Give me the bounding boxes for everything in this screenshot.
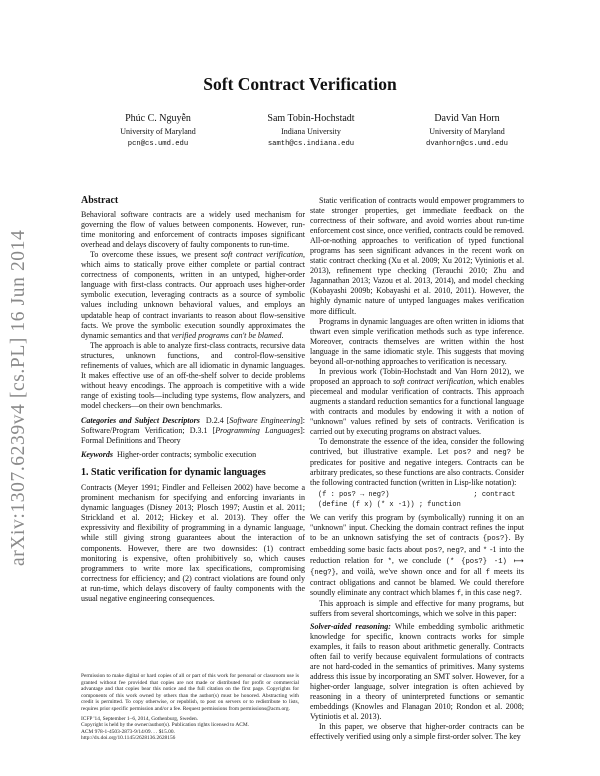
left-column bbox=[81, 196, 305, 604]
author-name: Sam Tobin-Hochstadt bbox=[267, 113, 355, 124]
section-paragraph: Contracts (Meyer 1991; Findler and Felleisen 2002) have become a prominent mechanism for specifying and enforcing invariants in dynamic languages (Disney 2013; Plosch 1997; Austin et al. 2011; Strickland et al. 2012; Hickey et al. 2013). They offer the expressivity and flexibility of programming in a dynamic language, while still giving strong guarantees about the interaction of components. However, there are two downsides: (1) contract monitoring is expensive, often prohibitively so, which causes programmers to write more lax specifications, compromising correctness for efficiency; and (2) contract violations are found only at run-time, which delays discovery of faulty components with the usual negative engineering consequences. bbox=[81, 483, 305, 603]
arxiv-identifier: arXiv:1307.6239v4 [cs.PL] 16 Jun 2014 bbox=[8, 229, 29, 566]
code-line: (f : pos? → neg?) ; contract bbox=[318, 491, 516, 500]
body-paragraph: We can verify this program by (symbolically) running it on an "unknown" input. Checking the domain contract refines the input to be an unknown satisfying the set of contracts {pos?}. By embedding some basic facts about pos?, neg?, and * -1 into the reduction relation for *, we conclude (* {pos?} -1) ⟼ {neg?}, and voilà, we've shown once and for all f meets its contract obligations and cannot be blamed. We could therefore soundly eliminate any contract which blames f, in this case neg?. bbox=[310, 513, 525, 598]
keywords: Keywords Higher-order contracts; symbolic execution bbox=[81, 450, 257, 460]
permission-notice: Permission to make digital or hard copies of all or part of this work for personal or classroom use is granted without fee provided that copies are not made or distributed for profit or commercial advantage and that copies bear this notice and the full citation on the first page. Copyrights for components of this work owned by others than the author(s) must be honored. Abstracting with credit is permitted. To copy otherwise, or republish, to post on servers or to redistribute to lists, requires prior specific permission and/or a fee. Request permissions from permissions@acm.org. bbox=[81, 673, 299, 712]
author-affiliation: Indiana University bbox=[281, 126, 341, 136]
body-paragraph: To demonstrate the essence of the idea, consider the following contrived, but illustrative example. Let pos? and neg? be predicates for positive and negative integers. Contracts can be arbitrary predicates, so these functions are also contracts. Consider the following contracted function (written in Lisp-like notation): bbox=[310, 437, 524, 488]
body-paragraph: Solver-aided reasoning: While embedding symbolic arithmetic knowledge for specific, known contracts works for simple examples, it fails to reason about arithmetic generally. Contracts often fail to verify because equivalent formulations of contracts are not hard-coded in the semantics of primitives. Many systems address this issue by incorporating an SMT solver. However, for a higher-order language, solver integration is often achieved by reasoning in a theory of uninterpreted functions or semantic embeddings (Knowles and Flanagan 2010; Rondon et al. 2008; Vytiniotis et al. 2013). bbox=[310, 621, 524, 722]
abstract-paragraph: To overcome these issues, we present soft contract verification, which aims to statically prove either complete or partial contract correctness of components, written in an untyped, higher-order language with first-class contracts. Our approach uses higher-order symbolic execution, leveraging contracts as a source of symbolic values including unknown behavioral values, and employs an updatable heap of contract invariants to reason about flow-sensitive facts. We prove the symbolic execution soundly approximates the dynamic semantics and that verified programs can't be blamed. bbox=[81, 250, 305, 340]
author-2 bbox=[221, 113, 401, 151]
body-paragraph: This approach is simple and effective for many programs, but suffers from several shortcomings, which we solve in this paper: bbox=[310, 598, 524, 618]
author-email: pcn@cs.umd.edu bbox=[127, 140, 189, 148]
abstract-paragraph: Behavioral software contracts are a widely used mechanism for governing the flow of values between components. However, run-time monitoring and enforcement of contracts imposes significant overhead and delays discovery of faulty components to run-time. bbox=[81, 210, 305, 250]
body-paragraph: Programs in dynamic languages are often written in idioms that thwart even simple verification methods such as type inference. Moreover, contracts themselves are written within the host language in the same idiomatic style. This suggests that moving beyond all-or-nothing approaches to verification is necessary. bbox=[310, 316, 524, 366]
doi-line: http://dx.doi.org/10.1145/2628136.2628156 bbox=[81, 735, 176, 742]
copyright-footnote bbox=[81, 673, 299, 742]
copyright-line: Copyright is held by the owner/author(s). Publication rights licensed to ACM. bbox=[81, 722, 249, 729]
author-name: Phúc C. Nguyễn bbox=[125, 113, 191, 124]
abstract-paragraph: The approach is able to analyze first-class contracts, recursive data structures, unknown functions, and control-flow-sensitive refinements of values, which are all idiomatic in dynamic languages. It makes effective use of an off-the-shelf solver to decide problems without heavy encodings. The approach is competitive with a wide range of existing tools—including type systems, flow analyzers, and model checkers—on their own benchmarks. bbox=[81, 340, 305, 410]
author-3 bbox=[377, 113, 557, 151]
paper-title: Soft Contract Verification bbox=[203, 74, 397, 94]
author-email: samth@cs.indiana.edu bbox=[267, 140, 355, 148]
right-column bbox=[310, 196, 524, 742]
author-name: David Van Horn bbox=[434, 113, 500, 124]
conference-info: ICFP '14, September 1–6, 2014, Gothenburg, Sweden. bbox=[81, 715, 199, 722]
code-block bbox=[318, 491, 524, 510]
body-paragraph: In previous work (Tobin-Hochstadt and Van Horn 2012), we proposed an approach to soft contract verification, which enables piecemeal and modular verification of contracts. This approach augments a standard reduction semantics for a functional language with contracts and modules by endowing it with a notion of "unknown" values refined by sets of contracts. Verification is carried out by executing programs on abstract values. bbox=[310, 366, 524, 437]
isbn-line: ACM 978-1-4503-2873-9/14/09. . . $15.00. bbox=[81, 728, 175, 735]
author-affiliation: University of Maryland bbox=[120, 126, 196, 136]
section-heading: 1. Static verification for dynamic languages bbox=[81, 467, 266, 479]
author-email: dvanhorn@cs.umd.edu bbox=[426, 140, 508, 148]
author-affiliation: University of Maryland bbox=[429, 126, 505, 136]
body-paragraph: Static verification of contracts would empower programmers to state stronger properties, get immediate feedback on the correctness of their software, and avoid worries about run-time enforcement cost since, once verified, contracts could be removed. All-or-nothing approaches to verification of typed functional programs has seen significant advances in the recent work on static contract checking (Xu et al. 2009; Xu 2012; Vytiniotis et al. 2013), refinement type checking (Terauchi 2010; Zhu and Jagannathan 2013; Vazou et al. 2013, 2014), and model checking (Kobayashi 2009b; Kobayashi et al. 2010, 2011). However, the highly dynamic nature of untyped languages makes verification more difficult. bbox=[310, 196, 524, 316]
code-line: (define (f x) (* x -1)) ; function bbox=[318, 500, 461, 509]
categories: Categories and Subject Descriptors D.2.4 [Software Engineering]: Software/Program Verification; D.3.1 [Programming Languages]: Formal Definitions and Theory bbox=[81, 415, 306, 446]
abstract-heading: Abstract bbox=[81, 195, 119, 206]
body-paragraph: In this paper, we observe that higher-order contracts can be effectively verified using only a simple first-order solver. The key bbox=[310, 722, 524, 742]
